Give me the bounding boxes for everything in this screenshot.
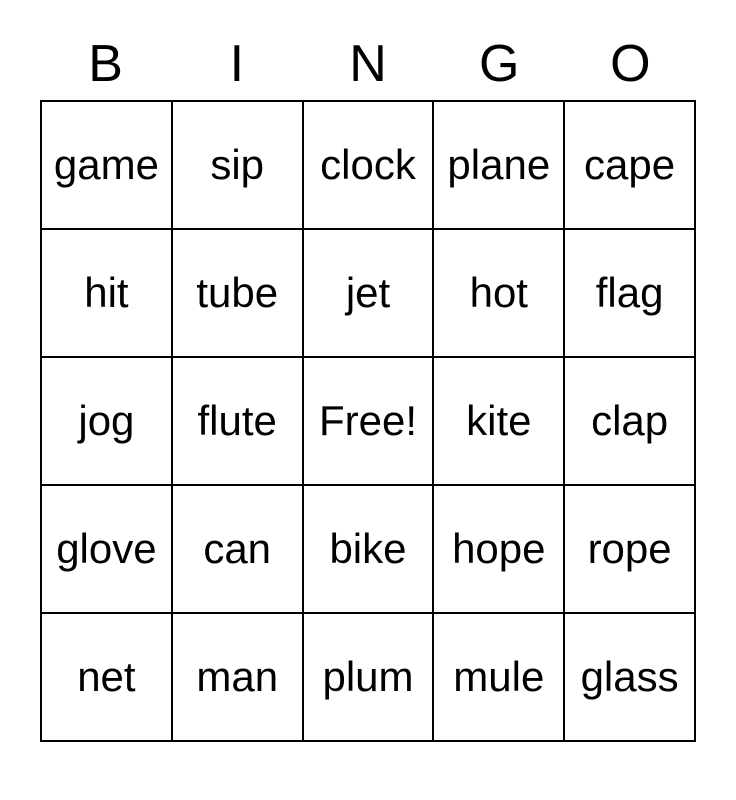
- bingo-cell-label: rope: [587, 525, 672, 572]
- bingo-card: [40, 28, 696, 742]
- bingo-cell[interactable]: [434, 102, 565, 230]
- bingo-cell[interactable]: [42, 230, 173, 358]
- bingo-cell[interactable]: [434, 230, 565, 358]
- bingo-cell-label: plane: [447, 141, 551, 188]
- bingo-cell-label: bike: [329, 525, 407, 572]
- bingo-cell-label: plum: [322, 653, 414, 700]
- bingo-cell-label: clock: [320, 141, 416, 188]
- bingo-cell[interactable]: [42, 486, 173, 614]
- header-letter-i: I: [229, 35, 245, 93]
- bingo-cell-label: kite: [466, 397, 532, 444]
- header-letter-o: O: [610, 35, 651, 93]
- bingo-cell-label: mule: [453, 653, 545, 700]
- bingo-cell[interactable]: [304, 486, 435, 614]
- bingo-cell[interactable]: [304, 614, 435, 742]
- bingo-header: [40, 28, 696, 100]
- bingo-cell[interactable]: [565, 486, 696, 614]
- bingo-cell[interactable]: [173, 486, 304, 614]
- bingo-cell[interactable]: [173, 358, 304, 486]
- bingo-cell-label: hit: [84, 269, 129, 316]
- bingo-cell[interactable]: [173, 614, 304, 742]
- bingo-cell[interactable]: [42, 102, 173, 230]
- bingo-cell[interactable]: [304, 230, 435, 358]
- bingo-cell-label: flag: [595, 269, 664, 316]
- bingo-cell[interactable]: [565, 230, 696, 358]
- bingo-cell-label: flute: [197, 397, 277, 444]
- header-letter-n: N: [349, 35, 387, 93]
- bingo-cell[interactable]: [173, 230, 304, 358]
- header-letter-g: G: [478, 35, 520, 93]
- bingo-cell-label: hope: [452, 525, 546, 572]
- bingo-cell[interactable]: [173, 102, 304, 230]
- bingo-cell[interactable]: [304, 102, 435, 230]
- bingo-cell-free[interactable]: [304, 358, 435, 486]
- bingo-cell-label: net: [77, 653, 136, 700]
- bingo-cell[interactable]: [434, 614, 565, 742]
- bingo-cell[interactable]: [42, 614, 173, 742]
- bingo-cell-label: jog: [78, 397, 135, 444]
- bingo-cell[interactable]: [42, 358, 173, 486]
- bingo-cell[interactable]: [565, 102, 696, 230]
- bingo-cell[interactable]: [565, 614, 696, 742]
- bingo-grid: [40, 100, 696, 742]
- bingo-cell-label: hot: [469, 269, 528, 316]
- bingo-cell-label: glove: [56, 525, 157, 572]
- bingo-cell-label: cape: [584, 141, 676, 188]
- bingo-cell[interactable]: [434, 486, 565, 614]
- bingo-cell-label: tube: [196, 269, 279, 316]
- bingo-cell-label: man: [196, 653, 279, 700]
- bingo-cell[interactable]: [434, 358, 565, 486]
- bingo-cell-label: can: [203, 525, 272, 572]
- bingo-cell-label: game: [53, 141, 159, 188]
- bingo-cell-label: Free!: [318, 397, 417, 444]
- bingo-cell-label: sip: [210, 141, 265, 188]
- bingo-cell-label: glass: [580, 653, 679, 700]
- header-letter-b: B: [88, 35, 123, 93]
- bingo-cell-label: jet: [345, 269, 391, 316]
- bingo-cell-label: clap: [591, 397, 669, 444]
- bingo-cell[interactable]: [565, 358, 696, 486]
